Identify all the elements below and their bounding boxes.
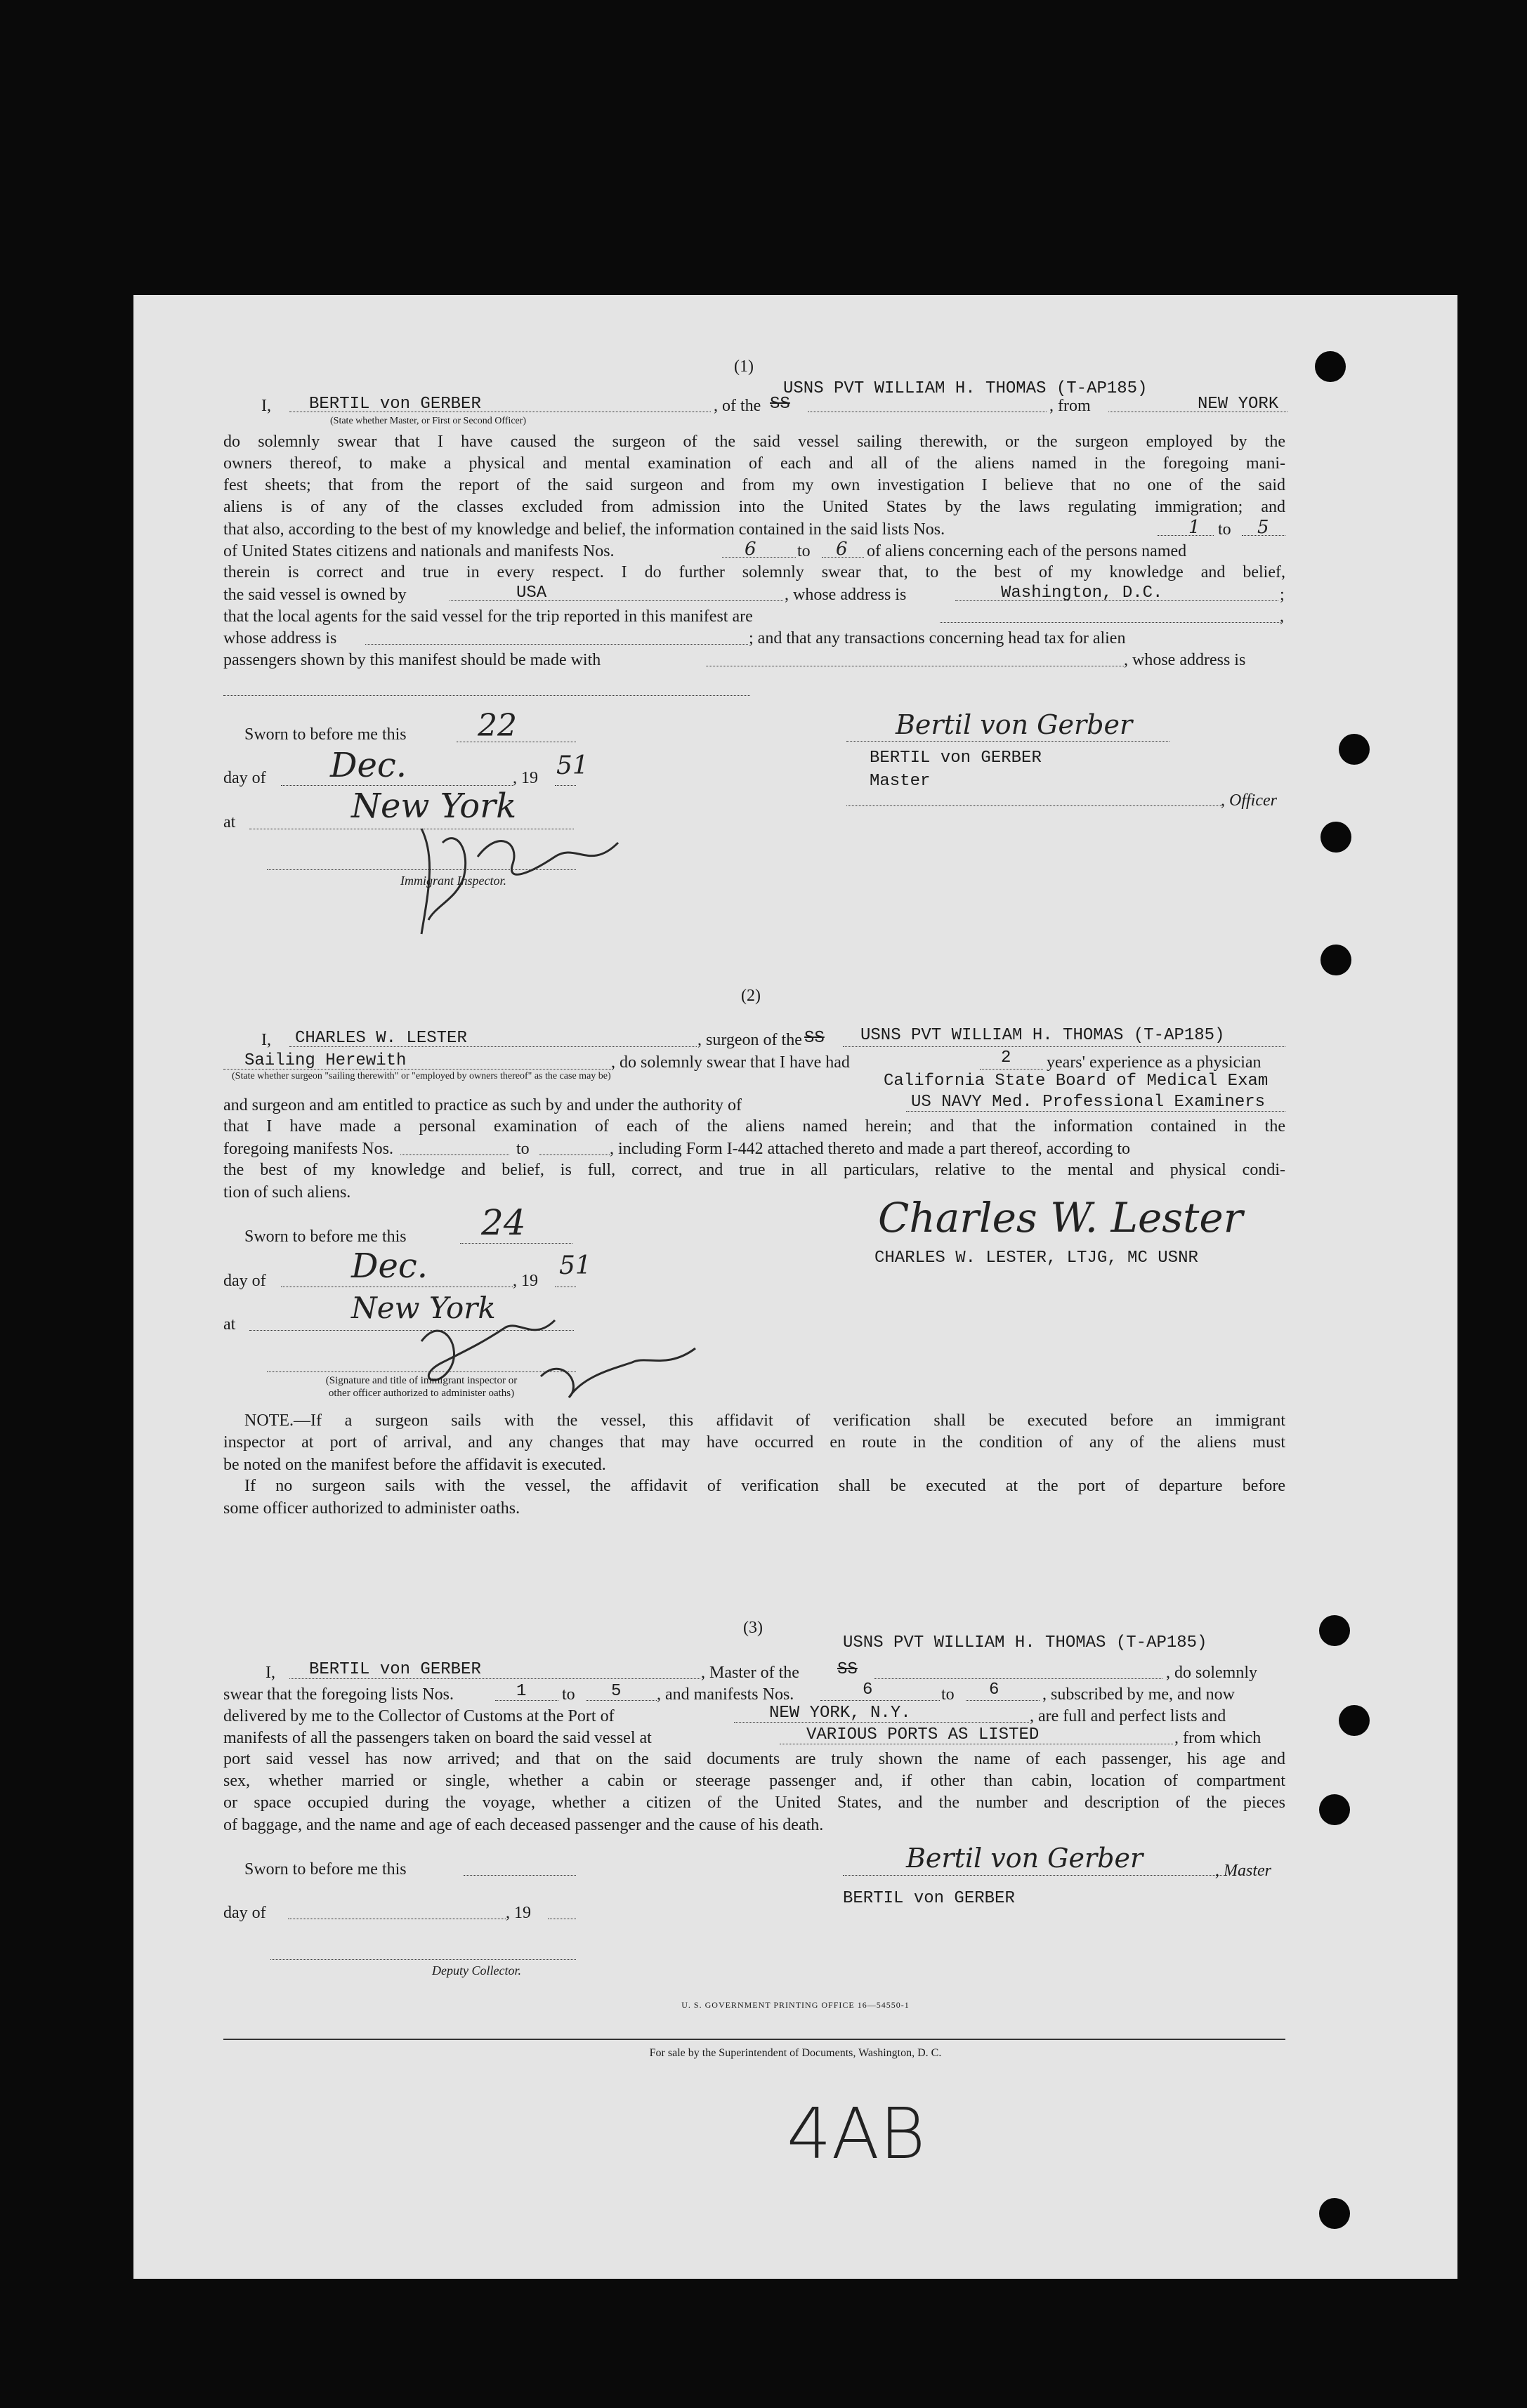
label-i: I, (266, 1664, 275, 1682)
oath-line: delivered by me to the Collector of Customs at the Port of (223, 1707, 615, 1725)
oath-line: tion of such aliens. (223, 1183, 351, 1202)
sworn-label: Sworn to before me this (244, 725, 407, 744)
oath-line: , subscribed by me, and now (1042, 1685, 1235, 1704)
punch-hole (1320, 822, 1351, 853)
label-to: to (1218, 520, 1231, 539)
manifest-to-value: 6 (989, 1680, 1000, 1699)
owner-address-value: Washington, D.C. (1001, 584, 1163, 603)
swear-text: , do solemnly swear that I have had (611, 1053, 850, 1072)
oath-line: fest sheets; that from the report of the said surgeon and from my own investigation I believe that no one of the said (223, 476, 1285, 494)
surgeon-name-typed: CHARLES W. LESTER (295, 1029, 467, 1048)
label-surgeon-of: , surgeon of the (697, 1031, 802, 1049)
section-number: (1) (734, 357, 754, 376)
oath-line: , including Form I-442 attached thereto and made a part thereof, according to (610, 1140, 1131, 1158)
oath-line: port said vessel has now arrived; and that on the said documents are truly shown the name of each passenger, his age and (223, 1750, 1285, 1768)
oath-line: , from which (1174, 1729, 1261, 1747)
label-to: to (941, 1685, 955, 1704)
label-whose-address-end: , whose address is (1124, 651, 1246, 669)
oath-line: of baggage, and the name and age of each deceased passenger and the cause of his death. (223, 1816, 824, 1834)
note-line: NOTE.—If a surgeon sails with the vessel, this affidavit of verification shall be executed before an immigrant (244, 1412, 1285, 1430)
oath-line: and surgeon and am entitled to practice as such by and under the authority of (223, 1096, 742, 1114)
departure-port-typed: NEW YORK (1198, 395, 1279, 414)
sworn-label: Sworn to before me this (244, 1860, 407, 1879)
officer-title-typed: Master (870, 772, 931, 791)
vessel-name-typed: USNS PVT WILLIAM H. THOMAS (T-AP185) (843, 1633, 1207, 1652)
punch-hole (1339, 1705, 1370, 1736)
label-i: I, (261, 1031, 271, 1049)
inspector-signature (393, 801, 625, 941)
surgeon-signature: Charles W. Lester (878, 1194, 1243, 1242)
collector-label: Deputy Collector. (432, 1963, 521, 1978)
vessel-prefix: SS (770, 395, 790, 414)
day-of-label: day of (223, 1272, 266, 1290)
label-master-of: , Master of the (701, 1664, 799, 1682)
punch-hole (1319, 1615, 1350, 1646)
year-label: , 19 (506, 1904, 531, 1922)
sailing-status-typed: Sailing Herewith (244, 1051, 407, 1070)
oath-line: that I have made a personal examination of each of the aliens named herein; and that the information contained in the (223, 1117, 1285, 1136)
note-line: If no surgeon sails with the vessel, the affidavit of verification shall be executed at the port of departure before (244, 1477, 1285, 1495)
master-signature: Bertil von Gerber (906, 1843, 1143, 1874)
section-number: (3) (743, 1619, 763, 1637)
lists-from-value: 1 (516, 1682, 527, 1701)
sig-hint-1: (Signature and title of immigrant inspector or (325, 1375, 518, 1386)
year-label: , 19 (513, 1272, 538, 1290)
punch-hole (1315, 351, 1346, 382)
oath-line: foregoing manifests Nos. (223, 1140, 393, 1158)
oath-line: therein is correct and true in every respect. I do further solemnly swear that, to the best of my knowledge and belief, (223, 563, 1285, 581)
oath-line: do solemnly swear that I have caused the surgeon of the said vessel sailing therewith, or the surgeon employed by the (223, 433, 1285, 451)
day-of-label: day of (223, 769, 266, 787)
oath-line: sex, whether married or single, whether a cabin or steerage passenger and, if other than cabin, location of compartment (223, 1772, 1285, 1790)
lists-to-value: 5 (611, 1682, 622, 1701)
place-handwritten: New York (351, 1291, 496, 1325)
board-typed: California State Board of Medical Exam (884, 1072, 1269, 1091)
label-from: , from (1049, 397, 1091, 415)
label-whose-address: , whose address is (785, 586, 907, 604)
oath-line: , and manifests Nos. (657, 1685, 794, 1704)
officer-name-typed: BERTIL von GERBER (870, 749, 1042, 768)
vessel-prefix: SS (804, 1029, 825, 1048)
sworn-month-handwritten: Dec. (330, 746, 407, 785)
sworn-day-handwritten: 22 (478, 708, 517, 744)
master-label: , Master (1215, 1862, 1271, 1880)
manifest-to-value: 6 (836, 539, 848, 560)
handwritten-code: 4AB (787, 2093, 926, 2175)
manifest-from-value: 6 (863, 1680, 873, 1699)
oath-line: swear that the foregoing lists Nos. (223, 1685, 454, 1704)
oath-line: owners thereof, to make a physical and mental examination of each and all of the aliens named in the foregoing mani- (223, 454, 1285, 473)
do-solemnly: , do solemnly (1166, 1664, 1257, 1682)
years-value: 2 (1001, 1048, 1011, 1067)
oath-line: manifests of all the passengers taken on board the said vessel at (223, 1729, 652, 1747)
label-whose-address: whose address is (223, 629, 337, 647)
swear-text-2: years' experience as a physician (1047, 1053, 1261, 1072)
label-to: to (797, 542, 811, 560)
sworn-day-handwritten: 24 (481, 1202, 526, 1243)
inspector-label: Immigrant Inspector. (400, 874, 506, 888)
at-label: at (223, 813, 236, 831)
oath-line: of United States citizens and nationals and manifests Nos. (223, 542, 615, 560)
lists-from-value: 1 (1188, 517, 1200, 538)
master-name-typed: BERTIL von GERBER (309, 1660, 481, 1679)
sworn-month-handwritten: Dec. (351, 1246, 428, 1286)
head-tax-text: ; and that any transactions concerning head tax for alien (749, 629, 1126, 647)
officer-label: , Officer (1221, 791, 1277, 810)
name-hint: (State whether Master, or First or Second Officer) (330, 416, 527, 426)
note-line: be noted on the manifest before the affidavit is executed. (223, 1456, 606, 1474)
lists-to-value: 5 (1257, 517, 1269, 538)
surgeon-typed: CHARLES W. LESTER, LTJG, MC USNR (874, 1249, 1198, 1268)
label-to: to (516, 1140, 530, 1158)
vessel-prefix: SS (837, 1660, 858, 1679)
note-line: inspector at port of arrival, and any changes that may have occurred en route in the condition of any of the aliens must (223, 1433, 1285, 1452)
oath-line: the best of my knowledge and belief, is full, correct, and true in all particulars, relative to the mental and physical condi- (223, 1161, 1285, 1179)
label-i: I, (261, 397, 271, 415)
punch-hole (1320, 945, 1351, 975)
year-handwritten: 51 (556, 751, 589, 780)
vessel-name-typed: USNS PVT WILLIAM H. THOMAS (T-AP185) (783, 379, 1148, 398)
master-name-typed: BERTIL von GERBER (309, 395, 481, 414)
punch-hole (1339, 734, 1370, 765)
manifest-from-value: 6 (745, 539, 756, 560)
sig-hint-2: other officer authorized to administer oaths) (328, 1388, 515, 1399)
ports-typed: VARIOUS PORTS AS LISTED (806, 1725, 1040, 1744)
authority-typed: US NAVY Med. Professional Examiners (911, 1093, 1266, 1112)
at-label: at (223, 1315, 236, 1334)
punch-hole (1319, 2198, 1350, 2229)
oath-line: aliens is of any of the classes excluded from admission into the United States by the laws regulating immigration; and (223, 498, 1285, 516)
label-passengers-made-with: passengers shown by this manifest should be made with (223, 651, 601, 669)
master-signature: Bertil von Gerber (896, 709, 1133, 740)
oath-line: of aliens concerning each of the persons named (867, 542, 1187, 560)
section-number: (2) (741, 987, 761, 1005)
label-of-the: , of the (714, 397, 761, 415)
label-local-agents: that the local agents for the said vessel for the trip reported in this manifest are (223, 607, 753, 626)
sailing-hint: (State whether surgeon "sailing therewith" or "employed by owners thereof" as the case may be) (232, 1071, 611, 1081)
master-typed: BERTIL von GERBER (843, 1889, 1015, 1908)
label-to: to (562, 1685, 575, 1704)
oath-line: that also, according to the best of my knowledge and belief, the information contained in the said lists Nos. (223, 520, 945, 539)
owner-value: USA (516, 584, 547, 603)
sworn-label: Sworn to before me this (244, 1228, 407, 1246)
day-of-label: day of (223, 1904, 266, 1922)
year-label: , 19 (513, 769, 538, 787)
oath-line: , are full and perfect lists and (1030, 1707, 1226, 1725)
port-typed: NEW YORK, N.Y. (769, 1704, 911, 1723)
year-handwritten: 51 (559, 1251, 591, 1280)
note-line: some officer authorized to administer oaths. (223, 1499, 520, 1518)
sale-note: For sale by the Superintendent of Documents, Washington, D. C. (649, 2047, 942, 2059)
vessel-name-typed: USNS PVT WILLIAM H. THOMAS (T-AP185) (860, 1026, 1225, 1045)
label-owned-by: the said vessel is owned by (223, 586, 407, 604)
place-handwritten: New York (351, 787, 517, 826)
punch-hole (1319, 1794, 1350, 1825)
printing-office: U. S. GOVERNMENT PRINTING OFFICE 16—54550-1 (681, 2000, 910, 2010)
oath-line: or space occupied during the voyage, whether a citizen of the United States, and the number and description of the pieces (223, 1794, 1285, 1812)
